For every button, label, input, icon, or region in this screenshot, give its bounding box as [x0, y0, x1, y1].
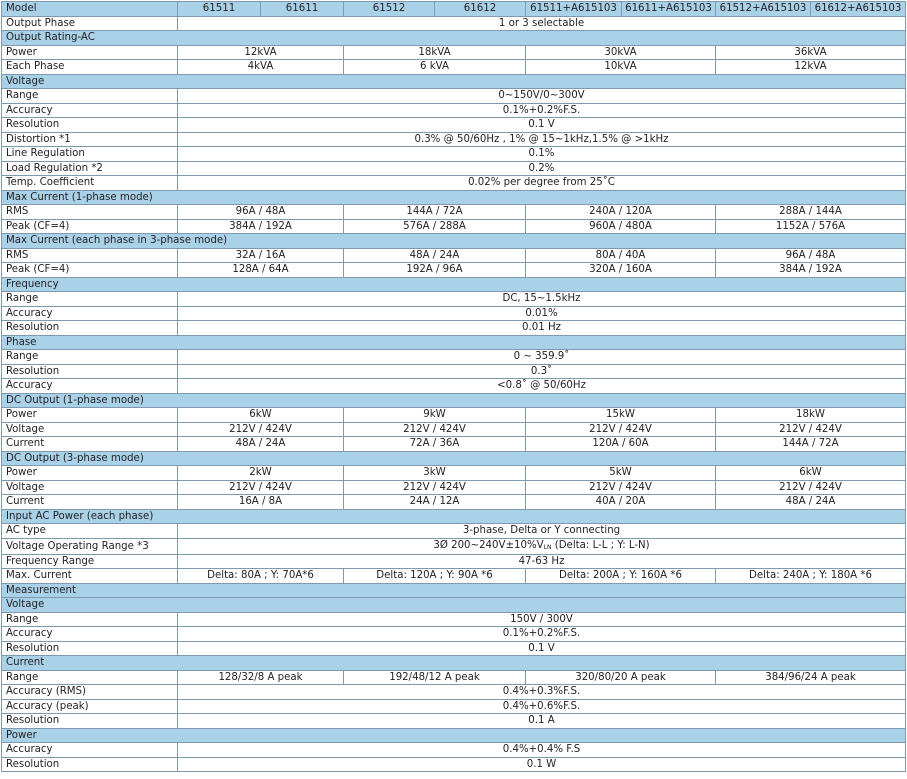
spec-value: 0.02% per degree from 25˚C — [178, 176, 906, 191]
spec-value: 96A / 48A — [178, 205, 344, 220]
spec-value: 0.4%+0.6%F.S. — [178, 699, 906, 714]
section-title: Current — [2, 656, 906, 671]
spec-row — [2, 408, 906, 423]
spec-row — [2, 554, 906, 569]
spec-label: Output Phase — [2, 16, 178, 31]
spec-label: Accuracy — [2, 743, 178, 758]
spec-value: Delta: 80A ; Y: 70A*6 — [178, 569, 344, 584]
section-row — [2, 509, 906, 524]
spec-table-body — [2, 2, 906, 772]
spec-row — [2, 45, 906, 60]
spec-value: 40A / 20A — [526, 495, 716, 510]
spec-value: 144A / 72A — [716, 437, 906, 452]
spec-value: 12kVA — [716, 60, 906, 75]
spec-row — [2, 466, 906, 481]
spec-value: 212V / 424V — [344, 422, 526, 437]
spec-label: Voltage — [2, 480, 178, 495]
spec-label: Accuracy — [2, 306, 178, 321]
spec-label: RMS — [2, 205, 178, 220]
spec-value: 72A / 36A — [344, 437, 526, 452]
spec-value: 128A / 64A — [178, 263, 344, 278]
spec-label: Line Regulation — [2, 147, 178, 162]
spec-row — [2, 248, 906, 263]
spec-value: 80A / 40A — [526, 248, 716, 263]
spec-row — [2, 321, 906, 336]
spec-row — [2, 699, 906, 714]
spec-value: <0.8˚ @ 50/60Hz — [178, 379, 906, 394]
spec-value: 5kW — [526, 466, 716, 481]
spec-row — [2, 364, 906, 379]
spec-row — [2, 379, 906, 394]
section-row — [2, 656, 906, 671]
spec-row — [2, 757, 906, 772]
spec-row — [2, 495, 906, 510]
spec-label: Accuracy — [2, 627, 178, 642]
spec-value: 10kVA — [526, 60, 716, 75]
spec-row — [2, 670, 906, 685]
spec-value: 18kW — [716, 408, 906, 423]
spec-row — [2, 612, 906, 627]
spec-label: AC type — [2, 524, 178, 539]
model-cell: 61612+A615103 — [811, 2, 906, 17]
spec-value: 960A / 480A — [526, 219, 716, 234]
model-cell: 61611 — [261, 2, 344, 17]
spec-value: 0.2% — [178, 161, 906, 176]
spec-value: 0.01% — [178, 306, 906, 321]
section-title: DC Output (3-phase mode) — [2, 451, 906, 466]
spec-row — [2, 422, 906, 437]
spec-value: 6kW — [178, 408, 344, 423]
spec-value: 576A / 288A — [344, 219, 526, 234]
spec-value: 0~150V/0~300V — [178, 89, 906, 104]
spec-value: 16A / 8A — [178, 495, 344, 510]
spec-value: 15kW — [526, 408, 716, 423]
spec-row — [2, 147, 906, 162]
spec-row — [2, 60, 906, 75]
spec-table — [1, 1, 906, 772]
section-title: Frequency — [2, 277, 906, 292]
spec-row — [2, 641, 906, 656]
model-cell: 61612 — [435, 2, 526, 17]
spec-value: Delta: 120A ; Y: 90A *6 — [344, 569, 526, 584]
spec-value: 48A / 24A — [716, 495, 906, 510]
spec-label: Current — [2, 437, 178, 452]
section-row — [2, 234, 906, 249]
spec-value: 0.1% — [178, 147, 906, 162]
spec-label: Range — [2, 612, 178, 627]
spec-label: Temp. Coefficient — [2, 176, 178, 191]
spec-value: 32A / 16A — [178, 248, 344, 263]
spec-value: 192/48/12 A peak — [344, 670, 526, 685]
section-row — [2, 335, 906, 350]
spec-row — [2, 480, 906, 495]
spec-value: Delta: 200A ; Y: 160A *6 — [526, 569, 716, 584]
spec-row — [2, 16, 906, 31]
spec-label: Resolution — [2, 321, 178, 336]
spec-row — [2, 538, 906, 554]
model-cell: 61511 — [178, 2, 261, 17]
spec-value: Delta: 240A ; Y: 180A *6 — [716, 569, 906, 584]
spec-value: 36kVA — [716, 45, 906, 60]
spec-value: 0.1%+0.2%F.S. — [178, 103, 906, 118]
section-title: Input AC Power (each phase) — [2, 509, 906, 524]
spec-value: 18kVA — [344, 45, 526, 60]
spec-label: Range — [2, 89, 178, 104]
spec-row — [2, 437, 906, 452]
spec-value: 0.4%+0.3%F.S. — [178, 685, 906, 700]
spec-value: 0.1 A — [178, 714, 906, 729]
model-cell: 61512+A615103 — [716, 2, 811, 17]
spec-value-subscript: LN — [543, 543, 552, 551]
section-title: Max Current (each phase in 3-phase mode) — [2, 234, 906, 249]
spec-value: 212V / 424V — [716, 422, 906, 437]
spec-value: 0.3% @ 50/60Hz , 1% @ 15~1kHz,1.5% @ >1kHz — [178, 132, 906, 147]
section-title: Phase — [2, 335, 906, 350]
spec-row — [2, 306, 906, 321]
spec-row — [2, 161, 906, 176]
spec-value: 6 kVA — [344, 60, 526, 75]
spec-value: 0.4%+0.4% F.S — [178, 743, 906, 758]
section-row — [2, 393, 906, 408]
section-row — [2, 728, 906, 743]
spec-value: 0.1 V — [178, 118, 906, 133]
spec-value: 1 or 3 selectable — [178, 16, 906, 31]
spec-label: Range — [2, 350, 178, 365]
spec-value: 0.01 Hz — [178, 321, 906, 336]
spec-row — [2, 569, 906, 584]
spec-row — [2, 524, 906, 539]
spec-label: Accuracy (peak) — [2, 699, 178, 714]
spec-label: Load Regulation *2 — [2, 161, 178, 176]
spec-value: 150V / 300V — [178, 612, 906, 627]
spec-label: Resolution — [2, 641, 178, 656]
spec-value: 384A / 192A — [716, 263, 906, 278]
spec-value: 3kW — [344, 466, 526, 481]
spec-value: 48A / 24A — [178, 437, 344, 452]
spec-value: 0 ~ 359.9˚ — [178, 350, 906, 365]
spec-value: 212V / 424V — [526, 480, 716, 495]
spec-value: 384A / 192A — [178, 219, 344, 234]
spec-value: 384/96/24 A peak — [716, 670, 906, 685]
section-row — [2, 190, 906, 205]
section-row — [2, 277, 906, 292]
spec-value: 0.1 V — [178, 641, 906, 656]
spec-label: Voltage Operating Range *3 — [2, 538, 178, 554]
spec-label: Voltage — [2, 422, 178, 437]
spec-row — [2, 292, 906, 307]
spec-value: 288A / 144A — [716, 205, 906, 220]
spec-row — [2, 103, 906, 118]
spec-value: 120A / 60A — [526, 437, 716, 452]
model-cell: 61512 — [344, 2, 435, 17]
spec-value: 212V / 424V — [178, 480, 344, 495]
spec-value: 96A / 48A — [716, 248, 906, 263]
spec-label: Distortion *1 — [2, 132, 178, 147]
section-row — [2, 74, 906, 89]
spec-value: 9kW — [344, 408, 526, 423]
spec-label: Max. Current — [2, 569, 178, 584]
spec-value: 0.1%+0.2%F.S. — [178, 627, 906, 642]
header-row — [2, 2, 906, 17]
spec-value: 192A / 96A — [344, 263, 526, 278]
spec-value: 240A / 120A — [526, 205, 716, 220]
spec-row — [2, 685, 906, 700]
section-title: Max Current (1-phase mode) — [2, 190, 906, 205]
header-label: Model — [2, 2, 178, 17]
spec-label: Accuracy (RMS) — [2, 685, 178, 700]
spec-label: Power — [2, 45, 178, 60]
spec-row — [2, 118, 906, 133]
model-cell: 61511+A615103 — [526, 2, 622, 17]
spec-row — [2, 205, 906, 220]
spec-label: Accuracy — [2, 379, 178, 394]
spec-label: Power — [2, 408, 178, 423]
spec-value: 212V / 424V — [716, 480, 906, 495]
section-row — [2, 31, 906, 46]
spec-value: 6kW — [716, 466, 906, 481]
spec-value: 24A / 12A — [344, 495, 526, 510]
spec-label: Range — [2, 292, 178, 307]
spec-row — [2, 263, 906, 278]
spec-value: 144A / 72A — [344, 205, 526, 220]
spec-value: 320/80/20 A peak — [526, 670, 716, 685]
spec-value: 0.1 W — [178, 757, 906, 772]
section-row — [2, 598, 906, 613]
spec-value — [178, 538, 906, 554]
spec-value: 48A / 24A — [344, 248, 526, 263]
spec-label: Resolution — [2, 364, 178, 379]
spec-label: Peak (CF=4) — [2, 263, 178, 278]
spec-value: DC, 15~1.5kHz — [178, 292, 906, 307]
spec-value: 3-phase, Delta or Y connecting — [178, 524, 906, 539]
spec-label: Resolution — [2, 714, 178, 729]
section-row — [2, 583, 906, 598]
spec-value: 320A / 160A — [526, 263, 716, 278]
spec-label: Range — [2, 670, 178, 685]
spec-value-suffix: (Delta: L-L ; Y: L-N) — [551, 539, 650, 551]
spec-value-text: 3Ø 200~240V±10%V — [433, 539, 544, 551]
spec-value: 212V / 424V — [526, 422, 716, 437]
spec-value: 212V / 424V — [344, 480, 526, 495]
section-title: Voltage — [2, 598, 906, 613]
spec-label: Peak (CF=4) — [2, 219, 178, 234]
spec-row — [2, 627, 906, 642]
spec-row — [2, 219, 906, 234]
spec-value: 212V / 424V — [178, 422, 344, 437]
section-title: Power — [2, 728, 906, 743]
spec-label: Power — [2, 466, 178, 481]
spec-row — [2, 176, 906, 191]
spec-value: 30kVA — [526, 45, 716, 60]
spec-value: 4kVA — [178, 60, 344, 75]
section-title: Measurement — [2, 583, 906, 598]
spec-value: 1152A / 576A — [716, 219, 906, 234]
spec-label: Resolution — [2, 118, 178, 133]
spec-row — [2, 743, 906, 758]
spec-value: 0.3˚ — [178, 364, 906, 379]
spec-row — [2, 132, 906, 147]
spec-label: Current — [2, 495, 178, 510]
spec-label: Each Phase — [2, 60, 178, 75]
section-title: Voltage — [2, 74, 906, 89]
spec-row — [2, 714, 906, 729]
spec-label: Resolution — [2, 757, 178, 772]
spec-label: Frequency Range — [2, 554, 178, 569]
spec-row — [2, 350, 906, 365]
spec-value: 2kW — [178, 466, 344, 481]
section-title: Output Rating-AC — [2, 31, 906, 46]
spec-label: RMS — [2, 248, 178, 263]
spec-value: 12kVA — [178, 45, 344, 60]
spec-value: 47-63 Hz — [178, 554, 906, 569]
section-row — [2, 451, 906, 466]
spec-row — [2, 89, 906, 104]
section-title: DC Output (1-phase mode) — [2, 393, 906, 408]
model-cell: 61611+A615103 — [622, 2, 716, 17]
spec-label: Accuracy — [2, 103, 178, 118]
spec-value: 128/32/8 A peak — [178, 670, 344, 685]
